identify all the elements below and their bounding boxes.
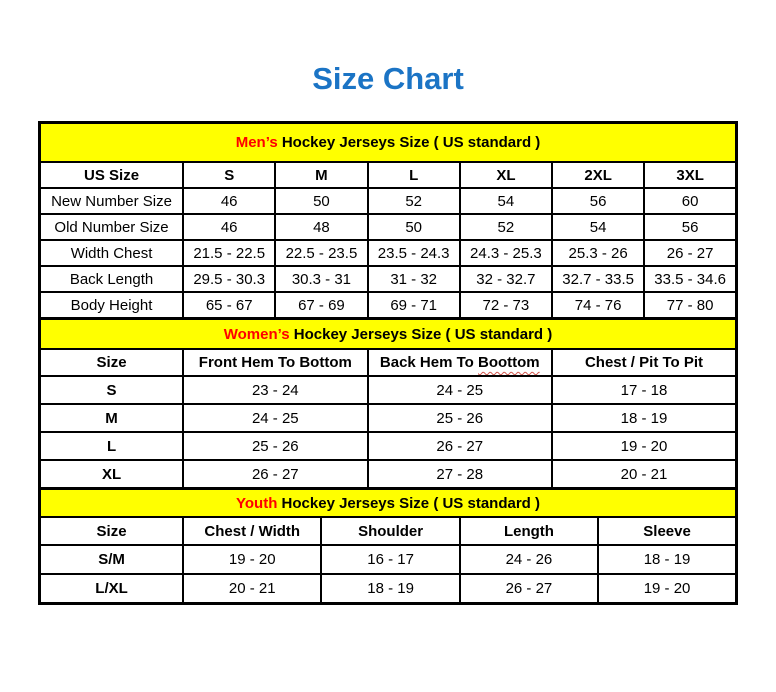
mens-cell: 32.7 - 33.5 bbox=[552, 266, 644, 292]
womens-cell: 24 - 25 bbox=[368, 376, 552, 404]
mens-cell: 54 bbox=[552, 214, 644, 240]
mens-cell: 54 bbox=[460, 188, 552, 214]
womens-cell: 25 - 26 bbox=[368, 404, 552, 432]
youth-row-label: S/M bbox=[40, 545, 184, 574]
mens-cell: 23.5 - 24.3 bbox=[368, 240, 460, 266]
youth-column-header: Chest / Width bbox=[183, 517, 321, 545]
mens-cell: 72 - 73 bbox=[460, 292, 552, 319]
youth-column-header-row bbox=[40, 517, 737, 545]
mens-cell: 46 bbox=[183, 188, 275, 214]
mens-column-header: 2XL bbox=[552, 162, 644, 188]
table-row bbox=[40, 545, 737, 574]
youth-cell: 20 - 21 bbox=[183, 574, 321, 604]
youth-column-header: Length bbox=[460, 517, 598, 545]
womens-accent-label: Women’s bbox=[223, 325, 290, 343]
mens-column-header: S bbox=[183, 162, 275, 188]
mens-section-header: Men’s Hockey Jerseys Size ( US standard ) bbox=[40, 123, 737, 163]
womens-cell: 26 - 27 bbox=[183, 460, 367, 489]
womens-section-header-row bbox=[40, 319, 737, 350]
table-row bbox=[40, 376, 737, 404]
table-row bbox=[40, 460, 737, 489]
womens-row-label: M bbox=[40, 404, 184, 432]
womens-cell: 18 - 19 bbox=[552, 404, 736, 432]
youth-cell: 18 - 19 bbox=[598, 545, 736, 574]
womens-cell: 17 - 18 bbox=[552, 376, 736, 404]
mens-cell: 22.5 - 23.5 bbox=[275, 240, 367, 266]
mens-cell: 60 bbox=[644, 188, 736, 214]
womens-row-label: XL bbox=[40, 460, 184, 489]
womens-row-label: S bbox=[40, 376, 184, 404]
size-chart-tables bbox=[38, 121, 738, 605]
mens-cell: 31 - 32 bbox=[368, 266, 460, 292]
mens-cell: 77 - 80 bbox=[644, 292, 736, 319]
womens-cell: 27 - 28 bbox=[368, 460, 552, 489]
mens-column-header: 3XL bbox=[644, 162, 736, 188]
womens-column-header-row bbox=[40, 349, 737, 376]
table-row bbox=[40, 240, 737, 266]
womens-cell: 20 - 21 bbox=[552, 460, 736, 489]
womens-cell: 24 - 25 bbox=[183, 404, 367, 432]
youth-row-label: L/XL bbox=[40, 574, 184, 604]
mens-accent-label: Men’s bbox=[235, 134, 278, 151]
mens-cell: 69 - 71 bbox=[368, 292, 460, 319]
womens-section-header: Women’s Hockey Jerseys Size ( US standard ) bbox=[40, 319, 737, 350]
mens-cell: 46 bbox=[183, 214, 275, 240]
youth-accent-label: Youth bbox=[236, 494, 278, 512]
table-row bbox=[40, 292, 737, 319]
womens-column-header: Back Hem To Boottom bbox=[368, 349, 552, 376]
mens-column-header: L bbox=[368, 162, 460, 188]
youth-cell: 16 - 17 bbox=[321, 545, 459, 574]
youth-column-header: Shoulder bbox=[321, 517, 459, 545]
mens-cell: 24.3 - 25.3 bbox=[460, 240, 552, 266]
table-row bbox=[40, 404, 737, 432]
youth-cell: 18 - 19 bbox=[321, 574, 459, 604]
youth-section-header-row bbox=[40, 489, 737, 518]
mens-cell: 50 bbox=[368, 214, 460, 240]
mens-row-label: Width Chest bbox=[40, 240, 184, 266]
mens-cell: 26 - 27 bbox=[644, 240, 736, 266]
mens-cell: 56 bbox=[644, 214, 736, 240]
mens-size-table bbox=[38, 121, 738, 320]
mens-cell: 52 bbox=[460, 214, 552, 240]
youth-cell: 19 - 20 bbox=[598, 574, 736, 604]
mens-row-label: Old Number Size bbox=[40, 214, 184, 240]
womens-cell: 23 - 24 bbox=[183, 376, 367, 404]
mens-row-label: Back Length bbox=[40, 266, 184, 292]
table-row bbox=[40, 266, 737, 292]
youth-cell: 19 - 20 bbox=[183, 545, 321, 574]
mens-cell: 21.5 - 22.5 bbox=[183, 240, 275, 266]
mens-cell: 65 - 67 bbox=[183, 292, 275, 319]
youth-section-header: Youth Hockey Jerseys Size ( US standard ) bbox=[40, 489, 737, 518]
womens-cell: 19 - 20 bbox=[552, 432, 736, 460]
womens-cell: 25 - 26 bbox=[183, 432, 367, 460]
womens-size-table bbox=[38, 317, 738, 490]
womens-column-header: Chest / Pit To Pit bbox=[552, 349, 736, 376]
table-row bbox=[40, 188, 737, 214]
womens-cell: 26 - 27 bbox=[368, 432, 552, 460]
mens-column-header: US Size bbox=[40, 162, 184, 188]
youth-column-header: Size bbox=[40, 517, 184, 545]
youth-cell: 26 - 27 bbox=[460, 574, 598, 604]
mens-cell: 50 bbox=[275, 188, 367, 214]
mens-column-header: M bbox=[275, 162, 367, 188]
mens-column-header: XL bbox=[460, 162, 552, 188]
mens-cell: 56 bbox=[552, 188, 644, 214]
youth-cell: 24 - 26 bbox=[460, 545, 598, 574]
mens-cell: 67 - 69 bbox=[275, 292, 367, 319]
mens-cell: 48 bbox=[275, 214, 367, 240]
womens-column-header: Front Hem To Bottom bbox=[183, 349, 367, 376]
mens-section-header-row bbox=[40, 123, 737, 163]
mens-cell: 32 - 32.7 bbox=[460, 266, 552, 292]
mens-column-header-row bbox=[40, 162, 737, 188]
youth-size-table bbox=[38, 487, 738, 605]
mens-row-label: Body Height bbox=[40, 292, 184, 319]
womens-column-header: Size bbox=[40, 349, 184, 376]
mens-cell: 29.5 - 30.3 bbox=[183, 266, 275, 292]
mens-cell: 33.5 - 34.6 bbox=[644, 266, 736, 292]
mens-row-label: New Number Size bbox=[40, 188, 184, 214]
mens-cell: 52 bbox=[368, 188, 460, 214]
mens-cell: 30.3 - 31 bbox=[275, 266, 367, 292]
mens-cell: 25.3 - 26 bbox=[552, 240, 644, 266]
misspelled-word: Boottom bbox=[478, 354, 540, 371]
table-row bbox=[40, 214, 737, 240]
page-title: Size Chart bbox=[312, 61, 464, 96]
womens-row-label: L bbox=[40, 432, 184, 460]
table-row bbox=[40, 432, 737, 460]
table-row bbox=[40, 574, 737, 604]
mens-cell: 74 - 76 bbox=[552, 292, 644, 319]
youth-column-header: Sleeve bbox=[598, 517, 736, 545]
